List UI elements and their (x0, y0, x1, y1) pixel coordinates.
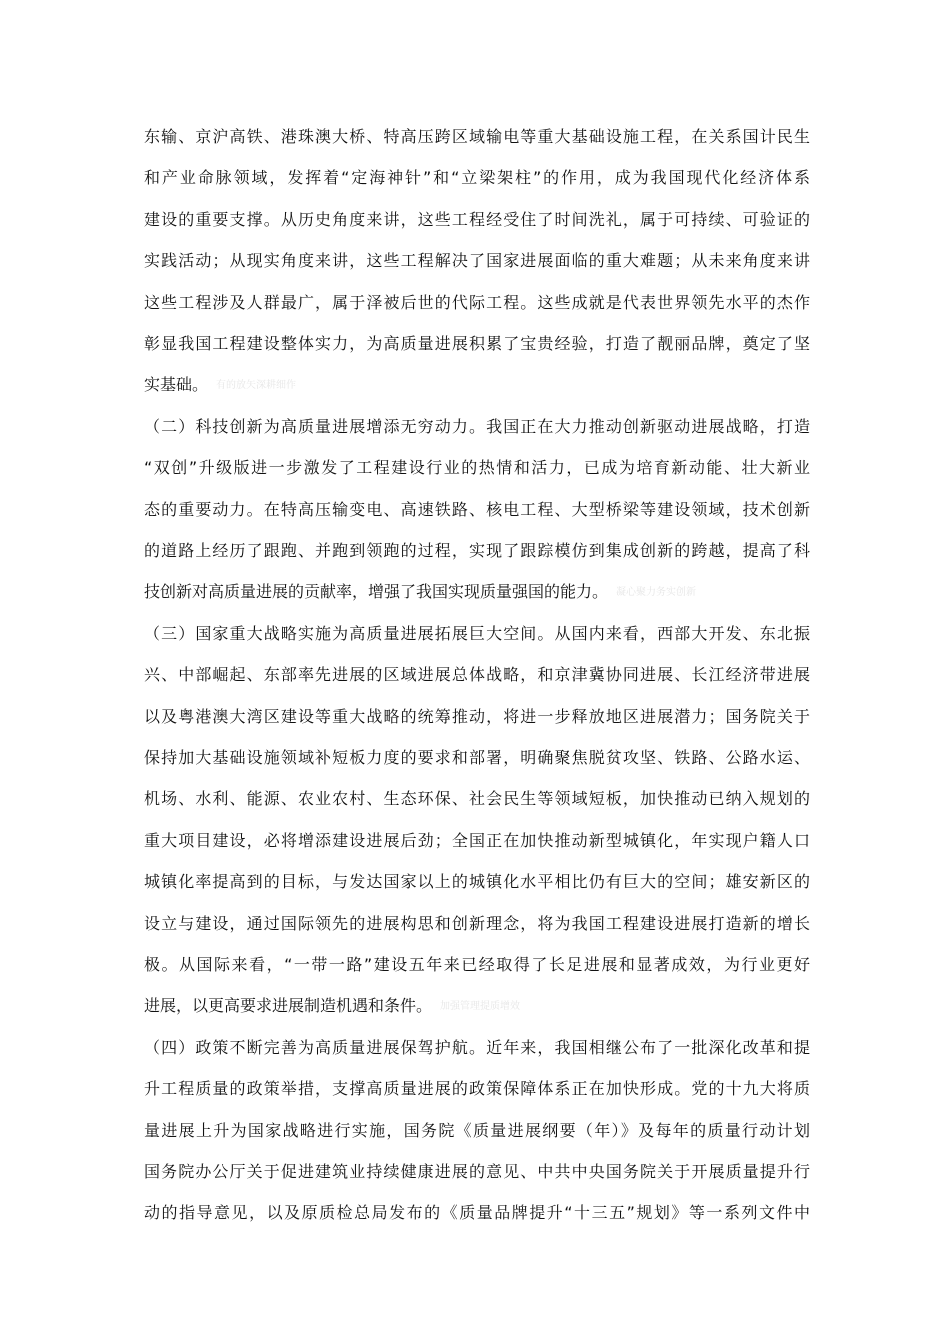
paragraph-2 (144, 406, 810, 613)
paragraph-line: 国务院办公厅关于促进建筑业持续健康进展的意见、中共中央国务院关于开展质量提升行 (144, 1161, 810, 1181)
faint-watermark-text: 加强管理提质增效 (440, 1001, 521, 1013)
faint-watermark-text: 凝心聚力务实创新 (616, 587, 697, 599)
paragraph-line: 这些工程涉及人群最广，属于泽被后世的代际工程。这些成就是代表世界领先水平的杰作 (144, 292, 810, 312)
paragraph-line: 和产业命脉领域，发挥着“定海神针”和“立梁架柱”的作用，成为我国现代化经济体系 (144, 168, 810, 188)
faint-watermark-text: 有的放矢深耕细作 (216, 380, 297, 392)
paragraph-3 (144, 613, 810, 1027)
paragraph-line-text: 进展，以更高要求进展制造机遇和条件。 (144, 996, 433, 1016)
paragraph-line-text: 实基础。 (144, 375, 209, 395)
paragraph-line: 建设的重要支撑。从历史角度来讲，这些工程经受住了时间洗礼，属于可持续、可验证的 (144, 209, 810, 229)
paragraph-line: 态的重要动力。在特高压输变电、高速铁路、核电工程、大型桥梁等建设领域，技术创新 (144, 499, 810, 519)
paragraph-line: 兴、中部崛起、东部率先进展的区域进展总体战略，和京津冀协同进展、长江经济带进展 (144, 665, 810, 685)
paragraph-line: 以及粤港澳大湾区建设等重大战略的统筹推动，将进一步释放地区进展潜力；国务院关于 (144, 706, 810, 726)
paragraph-line: （四）政策不断完善为高质量进展保驾护航。近年来，我国相继公布了一批深化改革和提 (144, 1037, 810, 1057)
paragraph-line: 设立与建设，通过国际领先的进展构思和创新理念，将为我国工程建设进展打造新的增长 (144, 913, 810, 933)
paragraph-line: 极。从国际来看，“一带一路”建设五年来已经取得了长足进展和显著成效，为行业更好 (144, 954, 810, 974)
paragraph-line: 彰显我国工程建设整体实力，为高质量进展积累了宝贵经验，打造了靓丽品牌，奠定了坚 (144, 333, 810, 353)
paragraph-line: “双创”升级版进一步激发了工程建设行业的热情和活力，已成为培育新动能、壮大新业 (144, 458, 810, 478)
paragraph-line: 重大项目建设，必将增添建设进展后劲；全国正在加快推动新型城镇化，年实现户籍人口 (144, 830, 810, 850)
paragraph-line: 的道路上经历了跟跑、并跑到领跑的过程，实现了跟踪模仿到集成创新的跨越，提高了科 (144, 540, 810, 560)
paragraph-line: 机场、水利、能源、农业农村、生态环保、社会民生等领域短板，加快推动已纳入规划的 (144, 789, 810, 809)
paragraph-line-text: 技创新对高质量进展的贡献率，增强了我国实现质量强国的能力。 (144, 582, 609, 602)
paragraph-line: 动的指导意见，以及原质检总局发布的《质量品牌提升“十三五”规划》等一系列文件中 (144, 1203, 810, 1223)
paragraph-1 (144, 116, 810, 406)
paragraph-line: 东输、京沪高铁、港珠澳大桥、特高压跨区域输电等重大基础设施工程，在关系国计民生 (144, 127, 810, 146)
paragraph-4 (144, 1027, 810, 1234)
paragraph-line-last (144, 985, 810, 1026)
paragraph-line-last (144, 364, 810, 405)
paragraph-line: （二）科技创新为高质量进展增添无穷动力。我国正在大力推动创新驱动进展战略，打造 (144, 416, 810, 436)
paragraph-line: 量进展上升为国家战略进行实施，国务院《质量进展纲要（年）》及每年的质量行动计划 (144, 1120, 810, 1140)
paragraph-line-last (144, 571, 810, 612)
paragraph-line: 实践活动；从现实角度来讲，这些工程解决了国家进展面临的重大难题；从未来角度来讲 (144, 251, 810, 271)
paragraph-line: 城镇化率提高到的目标，与发达国家以上的城镇化水平相比仍有巨大的空间；雄安新区的 (144, 872, 810, 892)
paragraph-line: 升工程质量的政策举措，支撑高质量进展的政策保障体系正在加快形成。党的十九大将质 (144, 1079, 810, 1099)
paragraph-line: （三）国家重大战略实施为高质量进展拓展巨大空间。从国内来看，西部大开发、东北振 (144, 623, 810, 643)
paragraph-line: 保持加大基础设施领域补短板力度的要求和部署，明确聚焦脱贫攻坚、铁路、公路水运、 (144, 747, 810, 767)
